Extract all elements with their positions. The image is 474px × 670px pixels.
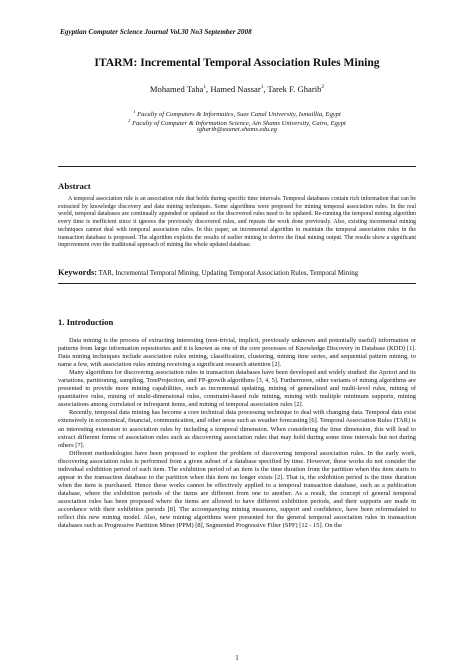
- author-email: tgharib@asunet.shams.edu.eg: [197, 126, 277, 133]
- author-affiliation-mark: 1: [260, 84, 264, 91]
- author-name: Mohamed Taha: [149, 84, 204, 94]
- keywords-line: [58, 268, 416, 277]
- body-paragraph: Data mining is the process of extracting interesting (non-trivial, implicit, previously unknown and potentially useful) information or patterns from large information repositories and it is known as one of the core processes of Knowledge Discovery in Database (KDD) [1]. Data mining techniques include association rules mining, classification, clustering, mining time series, and sequential pattern mining, to name a few, with association rules mining receiving a significant research attention [2].: [58, 337, 416, 369]
- author-name: Hamed Nassar: [210, 84, 261, 94]
- affiliation-text: Faculty of Computers & Informatics, Suez Canal University, Ismaillia, Egypt: [137, 111, 341, 119]
- section-divider: [58, 166, 416, 167]
- keywords-text: TAR, Incremental Temporal Mining, Updating Temporal Association Rules, Temporal Mining: [97, 270, 359, 277]
- author-list: [60, 84, 414, 94]
- author-affiliation-mark: 1: [203, 84, 207, 91]
- body-paragraph: Recently, temporal data mining has become a core technical data processing technique to deal with changing data. Temporal data exist extensively in economical, financial, communication, and other areas such as weather forecasting [6]. Temporal Association Rules (TAR) is an interesting extension to association rules by including a temporal dimension. When considering the time dimension, this will lead to extract different forms of association rules such as discovering association rules that may hold during some time intervals but not during others [7].: [58, 409, 416, 449]
- affiliation-text: Faculty of Computer & Information Science, Ain Shams University, Cairo, Egypt: [132, 120, 346, 128]
- affiliation-mark: 2: [128, 118, 131, 123]
- keywords-label: Keywords:: [58, 268, 98, 277]
- body-paragraph: Different methodologies have been proposed to explore the problem of discovering temporal association rules. In the early work, discovering association rules is performed from a given subset of a database specified by time. However, these works do not consider the individual exhibition period of each item. The exhibition period of an item is the time duration from the partition when this item starts to appear in the transaction database to the partition when this item no longer exists [2]. That is, the exhibition period is the time duration when the item is purchased. Hence these works cannot be effectively applied to a temporal transaction database, such as a publication database, where the exhibition periods of the items are different from one to another. As a result, the concept of general temporal association rules has been proposed where the items are allowed to have different exhibition periods, and their supports are made in accordance with their exhibition periods [8]. The accompanying mining measures, support and confidence, have been reformulated to reflect this new mining model. Also, new mining algorithms were presented for the general temporal association rules in transaction databases such as Progressive Partition Miner (PPM) [8], Segmented Progressive Filter (SPF) [12 - 15]. On the: [58, 449, 416, 530]
- body-paragraph: Many algorithms for discovering association rules in transaction databases have been developed and widely studied: the Apriori and its variations, partitioning, sampling, TreeProjection, and FP-growth algorithms [3, 4, 5]. Furthermore, other variants of mining algorithms are presented to provide more mining capabilities, such as incremental updating, mining of generalized and multi-level rules, mining of quantitative rules, mining of multi-dimensional rules, constraint-based rule mining, mining with multiple minimum supports, mining associations among correlated or infrequent items, and mining of temporal association rules [2].: [58, 369, 416, 409]
- introduction-body: [58, 337, 416, 530]
- author-separator: ,: [206, 84, 211, 94]
- abstract-text: A temporal association rule is an association rule that holds during specific time intervals. Temporal databases contain rich information that can be extracted by knowledge discovery and data mining techniques. Some algorithms were proposed for mining temporal association rules. In the real world, temporal databases are continually appended or updated so the discovered rules need to be updated. Re-running the temporal mining algorithm every time is inefficient since it ignores the previously discovered rules, and repeats the work done previously. Also, existing incremental mining techniques cannot deal with temporal association rules. In this paper, an incremental algorithm to maintain the temporal association rules in the transaction database is proposed. The algorithm exploits the results of earlier mining to derive the final mining output. The results show a significant improvement over the traditional approach of mining the whole updated database.: [58, 196, 416, 249]
- journal-header: Egyptian Computer Science Journal Vol.30 No3 September 2008: [60, 28, 252, 36]
- author-affiliation-mark: 2: [321, 84, 325, 91]
- section-heading-introduction: 1. Introduction: [58, 317, 114, 327]
- section-divider: [58, 283, 416, 284]
- abstract-heading: Abstract: [58, 181, 91, 191]
- paper-title: ITARM: Incremental Temporal Association Rules Mining: [94, 56, 380, 69]
- author-name: Tarek F. Gharib: [267, 84, 322, 94]
- page-number: 1: [235, 654, 239, 662]
- affiliation-mark: 1: [133, 109, 136, 114]
- author-separator: ,: [263, 84, 268, 94]
